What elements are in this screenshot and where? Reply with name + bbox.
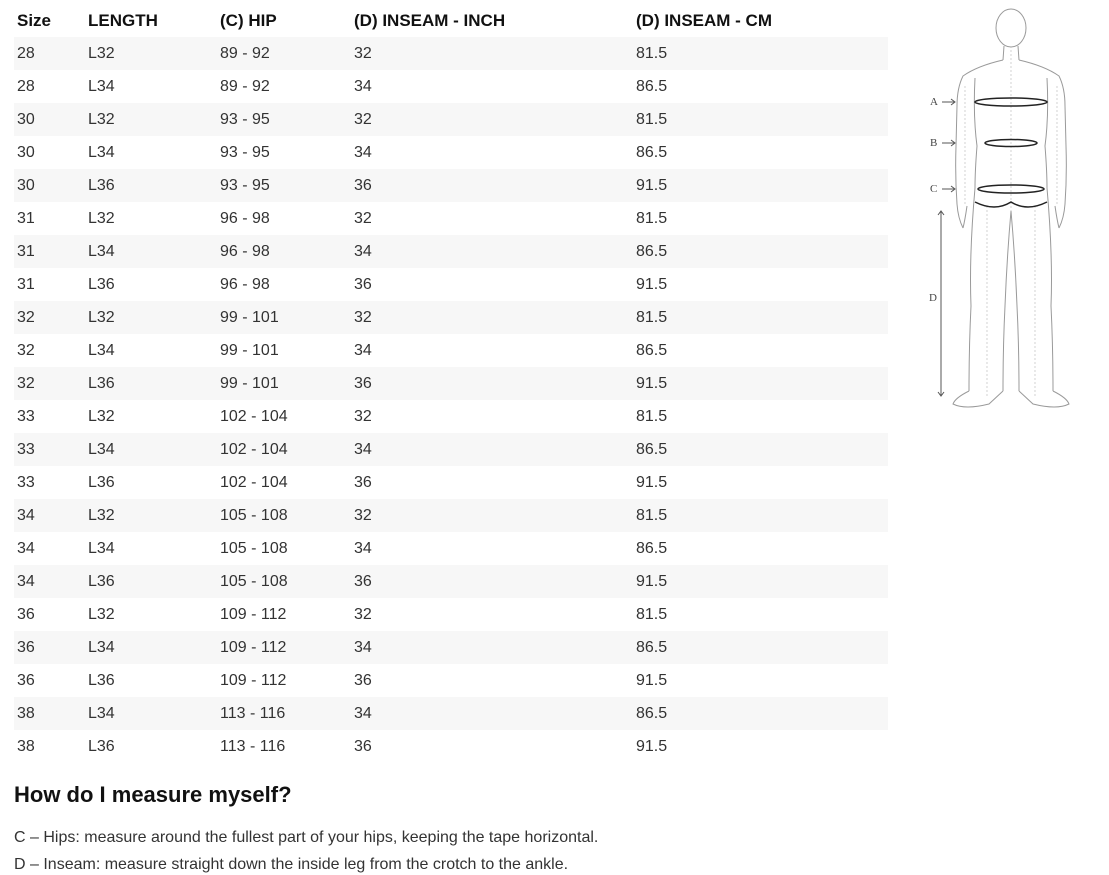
cell-hip: 96 - 98	[220, 209, 270, 227]
cell-inseam-cm: 86.5	[633, 697, 888, 730]
cell-inseam-inch: 36	[354, 737, 372, 755]
cell-inseam-inch: 34	[354, 539, 372, 557]
cell-hip: 109 - 112	[220, 605, 287, 623]
cell-inseam-inch: 34	[354, 341, 372, 359]
cell-inseam-cm: 81.5	[636, 407, 668, 425]
cell-inseam-inch: 32	[354, 209, 372, 227]
table-row	[14, 334, 888, 367]
table-row	[14, 235, 888, 268]
cell-length: L34	[88, 341, 115, 359]
cell-length: L34	[85, 235, 217, 268]
cell-hip: 89 - 92	[220, 77, 270, 95]
table-row	[14, 37, 888, 70]
cell-hip: 99 - 101	[220, 341, 279, 359]
cell-length: L34	[88, 77, 115, 95]
cell-size: 32	[14, 367, 85, 400]
cell-length: L32	[85, 37, 217, 70]
table-row	[14, 400, 888, 433]
body-outline-icon	[925, 6, 1075, 414]
cell-hip: 96 - 98	[220, 275, 270, 293]
table-row	[14, 730, 888, 763]
cell-inseam-cm: 91.5	[636, 737, 668, 755]
table-row	[14, 664, 888, 697]
cell-inseam-cm: 81.5	[633, 37, 888, 70]
cell-length: L32	[85, 499, 217, 532]
cell-inseam-cm: 81.5	[636, 605, 668, 623]
cell-inseam-cm: 86.5	[633, 235, 888, 268]
cell-hip: 105 - 108	[217, 565, 351, 598]
cell-inseam-inch: 34	[351, 433, 633, 466]
cell-inseam-inch: 36	[351, 367, 633, 400]
cell-inseam-cm: 91.5	[633, 169, 888, 202]
table-row	[14, 70, 888, 103]
inseam-instruction: D – Inseam: measure straight down the inside leg from the crotch to the ankle.	[14, 856, 569, 873]
cell-length: L34	[88, 539, 115, 557]
cell-size: 36	[14, 631, 85, 664]
cell-size: 28	[14, 37, 85, 70]
cell-size: 30	[14, 169, 85, 202]
cell-size: 33	[14, 433, 85, 466]
cell-hip: 93 - 95	[217, 169, 351, 202]
cell-size: 30	[14, 103, 85, 136]
header-inseam-inch: (D) INSEAM - INCH	[354, 10, 506, 30]
table-row	[14, 268, 888, 301]
cell-size: 38	[17, 737, 35, 755]
table-row	[14, 598, 888, 631]
table-row	[14, 631, 888, 664]
cell-inseam-cm: 86.5	[633, 433, 888, 466]
cell-size: 32	[17, 341, 35, 359]
cell-hip: 102 - 104	[220, 473, 288, 491]
cell-length: L34	[85, 433, 217, 466]
measure-heading: How do I measure myself?	[14, 782, 292, 807]
cell-length: L36	[88, 671, 115, 689]
cell-length: L36	[88, 275, 115, 293]
cell-length: L36	[85, 565, 217, 598]
cell-inseam-cm: 91.5	[636, 275, 668, 293]
cell-inseam-cm: 86.5	[636, 77, 668, 95]
cell-inseam-inch: 32	[351, 499, 633, 532]
cell-hip: 99 - 101	[217, 301, 351, 334]
cell-inseam-cm: 86.5	[636, 539, 668, 557]
cell-inseam-inch: 34	[354, 77, 372, 95]
table-row	[14, 202, 888, 235]
cell-inseam-cm: 91.5	[636, 473, 668, 491]
cell-inseam-inch: 34	[351, 235, 633, 268]
size-chart-header	[14, 4, 888, 37]
cell-hip: 102 - 104	[217, 433, 351, 466]
cell-inseam-cm: 81.5	[633, 499, 888, 532]
cell-inseam-cm: 86.5	[636, 143, 668, 161]
cell-size: 30	[17, 143, 35, 161]
cell-length: L34	[85, 697, 217, 730]
cell-size: 31	[14, 235, 85, 268]
table-row	[14, 697, 888, 730]
cell-inseam-cm: 86.5	[633, 631, 888, 664]
marker-b: B	[930, 137, 938, 149]
cell-size: 34	[14, 499, 85, 532]
cell-length: L34	[88, 143, 115, 161]
table-row	[14, 136, 888, 169]
cell-inseam-cm: 81.5	[633, 301, 888, 334]
cell-size: 31	[17, 209, 35, 227]
cell-hip: 96 - 98	[217, 235, 351, 268]
measurement-figure	[925, 6, 1075, 414]
cell-hip: 105 - 108	[220, 539, 288, 557]
cell-inseam-inch: 36	[354, 671, 372, 689]
marker-c: C	[930, 183, 938, 195]
cell-inseam-cm: 91.5	[636, 671, 668, 689]
cell-inseam-inch: 36	[354, 275, 372, 293]
header-inseam-cm: (D) INSEAM - CM	[636, 10, 772, 30]
table-row	[14, 565, 888, 598]
cell-size: 36	[17, 605, 35, 623]
cell-length: L32	[88, 605, 115, 623]
cell-hip: 113 - 116	[217, 697, 351, 730]
cell-size: 34	[17, 539, 35, 557]
cell-size: 33	[17, 407, 35, 425]
table-row	[14, 301, 888, 334]
cell-hip: 99 - 101	[217, 367, 351, 400]
cell-inseam-inch: 34	[351, 631, 633, 664]
hips-instruction: C – Hips: measure around the fullest part of your hips, keeping the tape horizontal.	[14, 829, 599, 846]
cell-hip: 113 - 116	[220, 737, 286, 755]
cell-inseam-inch: 32	[351, 301, 633, 334]
cell-length: L36	[85, 367, 217, 400]
cell-hip: 89 - 92	[217, 37, 351, 70]
cell-size: 32	[14, 301, 85, 334]
cell-size: 34	[14, 565, 85, 598]
cell-size: 28	[17, 77, 35, 95]
cell-length: L36	[85, 169, 217, 202]
cell-inseam-inch: 32	[351, 37, 633, 70]
cell-hip: 102 - 104	[220, 407, 288, 425]
cell-inseam-inch: 32	[354, 407, 372, 425]
cell-hip: 109 - 112	[220, 671, 287, 689]
cell-inseam-cm: 91.5	[633, 565, 888, 598]
cell-inseam-cm: 81.5	[633, 103, 888, 136]
cell-length: L36	[88, 737, 115, 755]
cell-inseam-inch: 34	[354, 143, 372, 161]
table-row	[14, 499, 888, 532]
table-row	[14, 103, 888, 136]
cell-inseam-inch: 32	[354, 605, 372, 623]
cell-inseam-cm: 81.5	[636, 209, 668, 227]
cell-length: L36	[88, 473, 115, 491]
table-row	[14, 466, 888, 499]
header-hip: (C) HIP	[220, 10, 277, 30]
cell-hip: 105 - 108	[217, 499, 351, 532]
cell-inseam-inch: 36	[351, 565, 633, 598]
table-row	[14, 433, 888, 466]
cell-inseam-cm: 86.5	[636, 341, 668, 359]
cell-inseam-inch: 32	[351, 103, 633, 136]
table-row	[14, 367, 888, 400]
cell-size: 36	[17, 671, 35, 689]
table-row	[14, 169, 888, 202]
cell-length: L32	[88, 209, 115, 227]
header-row	[14, 4, 888, 37]
table-row	[14, 532, 888, 565]
cell-size: 38	[14, 697, 85, 730]
size-chart-table	[14, 4, 888, 763]
header-size: Size	[17, 10, 52, 30]
cell-length: L32	[85, 103, 217, 136]
cell-hip: 109 - 112	[217, 631, 351, 664]
cell-inseam-inch: 34	[351, 697, 633, 730]
cell-inseam-cm: 91.5	[633, 367, 888, 400]
cell-hip: 93 - 95	[217, 103, 351, 136]
cell-length: L32	[85, 301, 217, 334]
cell-size: 31	[17, 275, 35, 293]
cell-inseam-inch: 36	[354, 473, 372, 491]
size-chart-body	[14, 37, 888, 763]
cell-length: L32	[88, 407, 115, 425]
header-length: LENGTH	[88, 10, 158, 30]
cell-length: L34	[85, 631, 217, 664]
cell-hip: 93 - 95	[220, 143, 270, 161]
marker-a: A	[930, 96, 938, 108]
cell-size: 33	[17, 473, 35, 491]
marker-d: D	[929, 292, 937, 304]
cell-inseam-inch: 36	[351, 169, 633, 202]
